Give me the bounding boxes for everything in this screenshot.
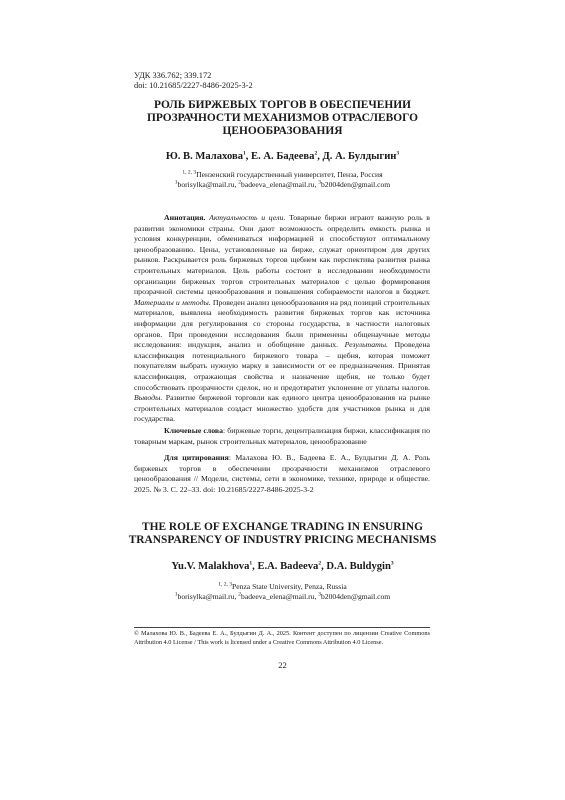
email-link[interactable]: borisylka@mail.ru [177, 592, 235, 601]
license-note: © Малахова Ю. В., Бадеева Е. А., Булдыгин Д. А., 2025. Контент доступен по лицензии Creative Commons Attribution 4.0 License / This work is licensed under a Creative Commons Attribution 4.0 License. [134, 630, 430, 646]
footnote-divider [134, 627, 430, 628]
author-name: D.A. Buldygin [326, 561, 391, 572]
author-name: Е. А. Бадеева [251, 151, 315, 162]
abstract-section-text: Проведена классификация потенциального биржевого товара – щебня, которая поможет покупателям выбрать нужную марку в зависимости от ее предназначения. Принятая классификация, отражающая свойства и назначение щебня, не только будет способствовать прозрачности сделок, но и предотвратит уклонение от уплаты налогов. [134, 340, 431, 392]
email-link[interactable]: borisylka@mail.ru [177, 180, 235, 189]
email-link[interactable]: badeeva_elena@mail.ru [241, 592, 315, 601]
en-emails: $^1$borisylka@mail.ru, $^2$badeeva_elena@mail.ru, $^3$b2004den@gmail.com [174, 591, 391, 601]
author-mark: 1 [243, 150, 246, 157]
ru-authors: Ю. В. Малахова$^1$, Е. А. Бадеева$^2$, Д. А. Булдыгин$^3$ [165, 150, 400, 162]
affiliation-text: Penza State University, Penza, Russia [232, 582, 347, 591]
abstract-section-label: Материалы и методы. [134, 297, 211, 307]
page-number: 22 [278, 660, 287, 670]
abstract-section-text: Развитие биржевой торговли как единого центра ценообразования на рынке строительных материалов создаст множество удобств для участников рынка и для государства. [134, 393, 430, 424]
abstract [134, 213, 430, 425]
affiliation-text: Пензенский государственный университет, Пенза, Россия [196, 170, 383, 179]
ru-title: РОЛЬ БИРЖЕВЫХ ТОРГОВ В ОБЕСПЕЧЕНИИ ПРОЗРАЧНОСТИ МЕХАНИЗМОВ ОТРАСЛЕВОГО ЦЕНООБРАЗОВАНИЯ [147, 99, 418, 137]
keywords-text: : биржевые торги, децентрализация биржи, классификация по товарным маркам, рынок строительных материалов, ценообразование [134, 426, 430, 446]
email-mark: 1 [174, 179, 178, 186]
email-link[interactable]: b2004den@gmail.com [321, 180, 391, 189]
author-name: E.A. Badeeva [257, 561, 319, 572]
en-authors: Yu.V. Malakhova$^1$, E.A. Badeeva$^2$, D.A. Buldygin$^3$ [171, 560, 394, 572]
citation [134, 453, 430, 495]
author-mark: 2 [318, 560, 322, 567]
citation-text: : Малахова Ю. В., Бадеева Е. А., Булдыгин Д. А. Роль биржевых торгов в обеспечении прозрачности механизмов отраслевого ценообразования // Модели, системы, сети в экономике, технике, природе и обществе. 2025. № 3. С. 22–33. doi: 10.21685/2227-8486-2025-3-2 [134, 453, 430, 494]
author-mark: 2 [314, 150, 318, 157]
author-name: Д. А. Булдыгин [322, 151, 397, 162]
keywords [134, 426, 430, 447]
abstract-section-text: Товарные биржи играют важную роль в развитии экономики страны. Они дают возможность определить емкость рынка и условия конкуренции, обмениваться информацией и способствуют оптимальному ценообразованию. Цены, установленные на бирже, служат ориентиром для других рынков. Раскрывается роль биржевых торгов щебнем как перспектива развития рынка строительных материалов. Цель работы состоит в исследовании необходимости организации биржевых торгов строительных материалов с целью формирования прозрачной системы ценообразования и повышения собираемости налогов в бюджет. [134, 213, 430, 297]
email-mark: 2 [238, 179, 242, 186]
affiliation-marks: 1, 2, 3 [182, 169, 197, 176]
udk-code: УДК 336.762; 339.172 [134, 71, 212, 80]
email-link[interactable]: b2004den@gmail.com [321, 592, 391, 601]
abstract-label: Аннотация. [164, 213, 206, 222]
email-mark: 3 [318, 591, 321, 598]
citation-label: Для цитирования [164, 453, 229, 462]
ru-affiliation [120, 170, 445, 190]
author-name: Yu.V. Malakhova [171, 561, 250, 572]
abstract-section-label: Результаты. [344, 340, 389, 350]
author-mark: 3 [396, 150, 400, 157]
author-name: Ю. В. Малахова [165, 151, 243, 162]
email-mark: 2 [238, 591, 242, 598]
en-affiliation [120, 582, 445, 602]
email-mark: 3 [318, 179, 321, 186]
email-link[interactable]: badeeva_elena@mail.ru [241, 180, 315, 189]
affiliation-marks: 1, 2, 3 [218, 581, 233, 588]
en-title: THE ROLE OF EXCHANGE TRADING IN ENSURING TRANSPARENCY OF INDUSTRY PRICING MECHANISMS [128, 521, 437, 546]
doi-text: doi: 10.21685/2227-8486-2025-3-2 [134, 81, 253, 90]
ru-emails: $^1$borisylka@mail.ru, $^2$badeeva_elena@mail.ru, $^3$b2004den@gmail.com [174, 179, 391, 189]
email-mark: 1 [174, 591, 178, 598]
abstract-section-text: Проведен анализ ценообразования на ряд позиций строительных материалов, выявлена необходимость развития биржевых торгов как источника информации для регулирования со стороны государства, в частности налоговых органов. При проведении исследования были применены общенаучные методы исследования: индукция, анализ и обобщение данных. [134, 297, 431, 350]
keywords-label: Ключевые слова [164, 426, 224, 435]
abstract-section-label: Выводы. [134, 393, 163, 403]
author-mark: 1 [249, 560, 253, 567]
abstract-section-label: Актуальность и цели. [209, 213, 286, 222]
article-metadata [134, 71, 253, 91]
author-mark: 3 [390, 560, 394, 567]
